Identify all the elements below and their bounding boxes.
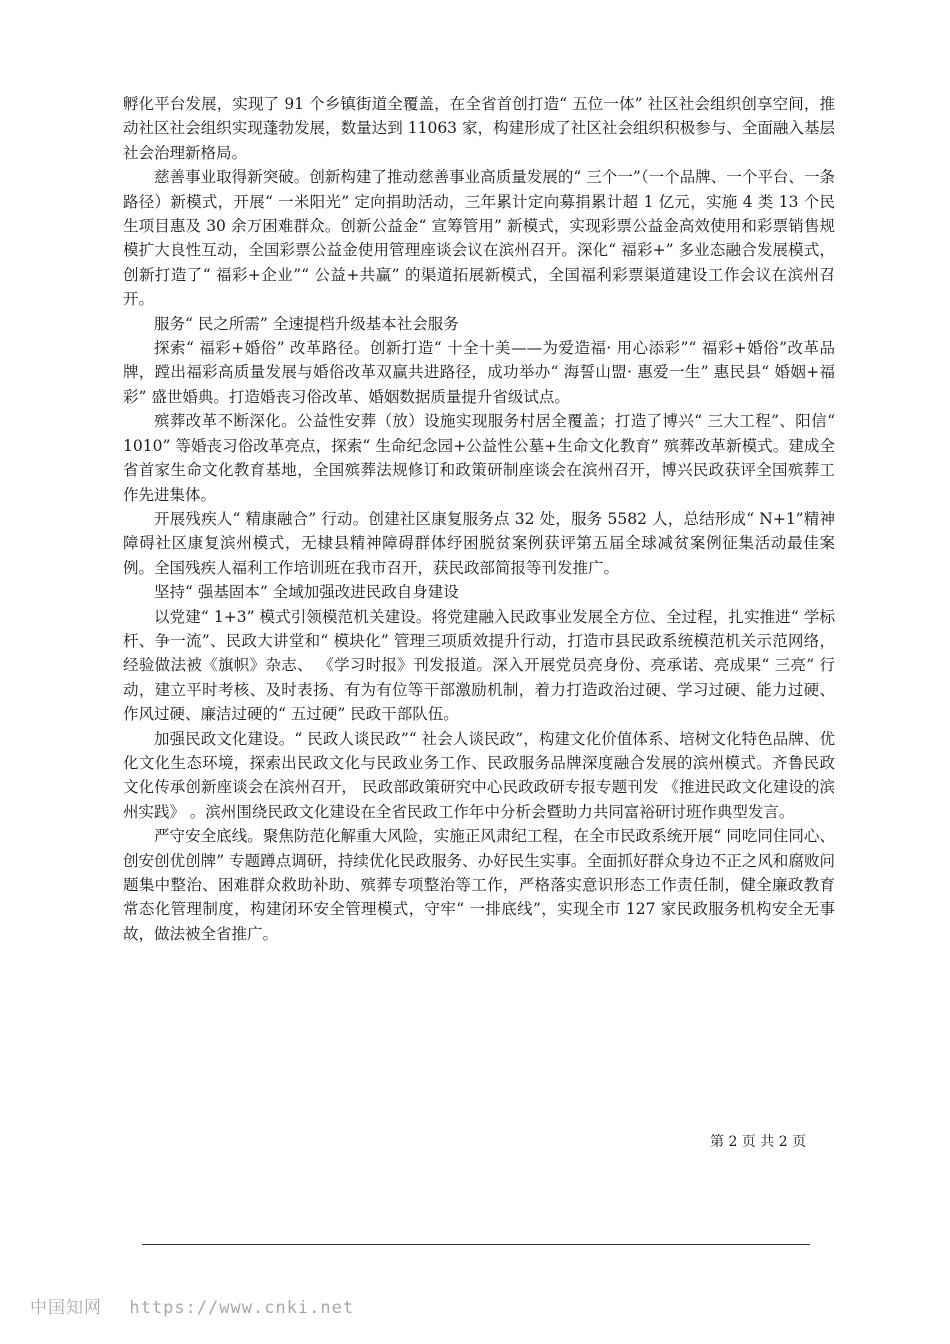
section-heading-self-building: 坚持“ 强基固本” 全域加强改进民政自身建设 <box>154 583 459 602</box>
footer-divider <box>142 1244 810 1245</box>
paragraph-continuation: 孵化平台发展，实现了 91 个乡镇街道全覆盖，在全省首创打造“ 五位一体” 社区社会组织创享空间，推动社区社会组织实现蓬勃发展，数量达到 11063 家，构建形成了社区社会组织积极参与、全面融入基层社会治理新格局。 <box>123 95 835 162</box>
paragraph-funeral-reform: 殡葬改革不断深化。公益性安葬（放）设施实现服务村居全覆盖；打造了博兴“ 三大工程”、阳信“ 1010” 等婚丧习俗改革亮点，探索“ 生命纪念园+公益性公墓+生命文化教育” 殡葬改革新模式。建成全省首家生命文化教育基地，全国殡葬法规修订和政策研制座谈会在滨州召开，博兴民政获评全国殡葬工作先进集体。 <box>123 412 835 504</box>
cnki-watermark <box>30 1293 354 1318</box>
paragraph-culture: 加强民政文化建设。“ 民政人谈民政”“ 社会人谈民政”，构建文化价值体系、培树文化特色品牌、优化文化生态环境，探索出民政文化与民政业务工作、民政服务品牌深度融合发展的滨州模式。齐鲁民政文化传承创新座谈会在滨州召开， 民政部政策研究中心民政政研专报专题刊发 《推进民政文化建设的滨州实践》 。滨州围绕民政文化建设在全省民政工作年中分析会暨助力共同富裕研讨班作典型发言。 <box>123 729 835 821</box>
page-number: 第 2 页 共 2 页 <box>710 1134 807 1150</box>
document-body <box>123 92 835 946</box>
paragraph-party-building: 以党建“ 1+3” 模式引领模范机关建设。将党建融入民政事业发展全方位、全过程，扎实推进“ 学标杆、争一流”、民政大讲堂和“ 模块化” 管理三项质效提升行动，打造市县民政系统模范机关示范网络，经验做法被《旗帜》杂志、 《学习时报》刊发报道。深入开展党员亮身份、亮承诺、亮成果“ 三亮” 行动，建立平时考核、及时表扬、有为有位等干部激励机制，着力打造政治过硬、学习过硬、能力过硬、作风过硬、廉洁过硬的“ 五过硬” 民政干部队伍。 <box>123 607 835 724</box>
cnki-url: https://www.cnki.net <box>129 1298 355 1318</box>
paragraph-charity: 慈善事业取得新突破。创新构建了推动慈善事业高质量发展的“ 三个一”（一个品牌、一个平台、一条路径）新模式，开展“ 一米阳光” 定向捐助活动，三年累计定向募捐累计超 1 亿元，实施 4 类 13 个民生项目惠及 30 余万困难群众。创新公益金“ 宣筹管用” 新模式，实现彩票公益金高效使用和彩票销售规模扩大良性互动，全国彩票公益金使用管理座谈会议在滨州召开。深化“ 福彩+” 多业态融合发展模式，创新打造了“ 福彩+企业”“ 公益+共赢” 的渠道拓展新模式，全国福利彩票渠道建设工作会议在滨州召开。 <box>123 168 835 309</box>
paragraph-disability: 开展残疾人“ 精康融合” 行动。创建社区康复服务点 32 处，服务 5582 人，总结形成“ N+1”精神障碍社区康复滨州模式，无棣县精神障碍群体纾困脱贫案例获评第五届全球减贫案例征集活动最佳案例。全国残疾人福利工作培训班在我市召开，获民政部简报等刊发推广。 <box>123 509 835 577</box>
section-heading-services: 服务“ 民之所需” 全速提档升级基本社会服务 <box>154 314 459 333</box>
paragraph-safety: 严守安全底线。聚焦防范化解重大风险，实施正风肃纪工程，在全市民政系统开展“ 同吃同住同心、创安创优创牌” 专题蹲点调研，持续优化民政服务、办好民生实事。全面抓好群众身边不正之风和腐败问题集中整治、困难群众救助补助、殡葬专项整治等工作，严格落实意识形态工作责任制，健全廉政教育常态化管理制度，构建闭环安全管理模式，守牢“ 一排底线”，实现全市 127 家民政服务机构安全无事故，做法被全省推广。 <box>123 827 835 943</box>
paragraph-lottery-marriage: 探索“ 福彩+婚俗” 改革路径。创新打造“ 十全十美——为爱造福· 用心添彩”“ 福彩+婚俗”改革品牌，蹚出福彩高质量发展与婚俗改革双赢共进路径，成功举办“ 海誓山盟· 惠爱一生” 惠民县“ 婚姻+福彩” 盛世婚典。打造婚丧习俗改革、婚姻数据质量提升省级试点。 <box>123 339 835 406</box>
cnki-logo-text: 中国知网 <box>30 1298 102 1318</box>
